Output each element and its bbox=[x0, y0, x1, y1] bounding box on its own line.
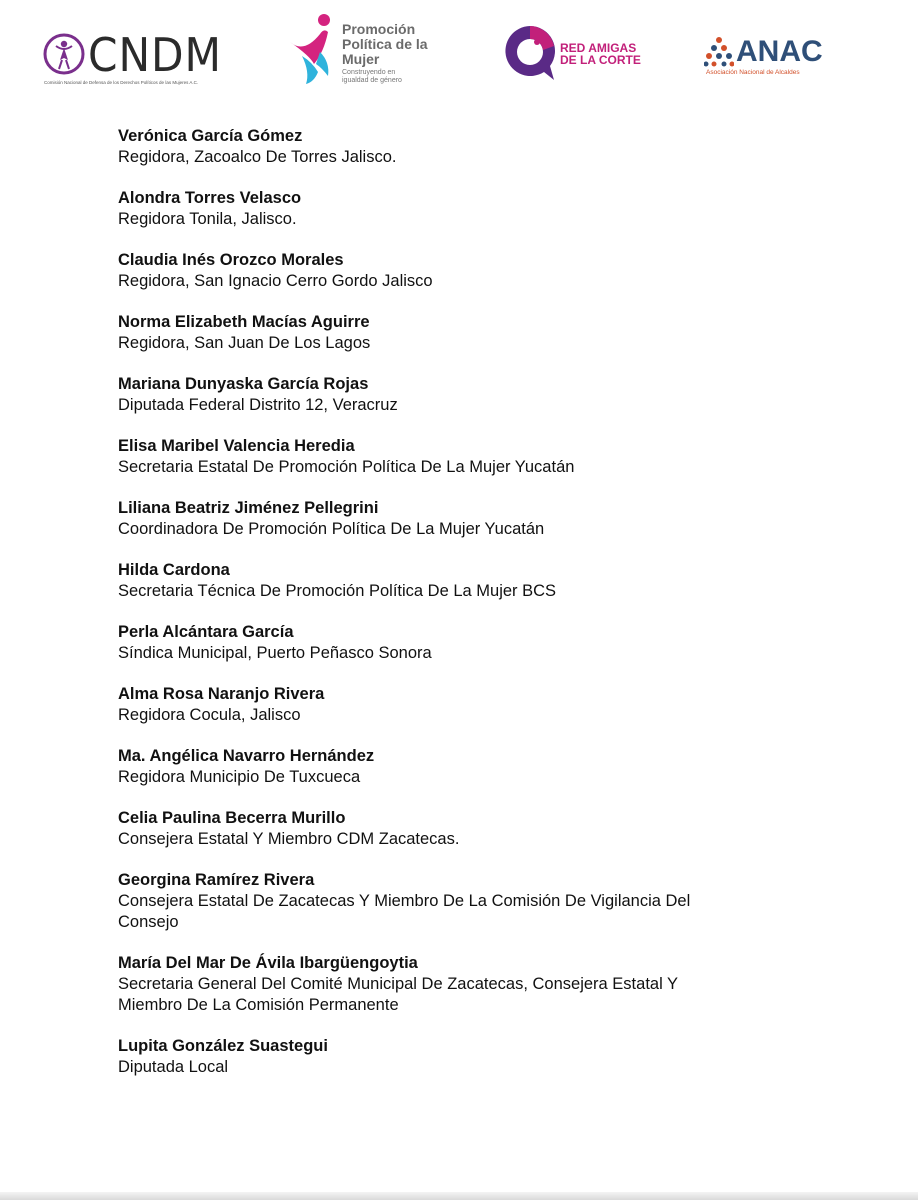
signatory-entry bbox=[118, 374, 778, 416]
signatory-role: Consejera Estatal De Zacatecas Y Miembro De La Comisión De Vigilancia Del bbox=[118, 892, 691, 910]
cndm-logo bbox=[40, 28, 220, 90]
signatory-role: Regidora Cocula, Jalisco bbox=[118, 706, 301, 724]
signatory-role: Regidora Municipio De Tuxcueca bbox=[118, 768, 361, 786]
signatory-entry bbox=[118, 622, 778, 664]
signatory-name: Alma Rosa Naranjo Rivera bbox=[118, 685, 325, 703]
signatory-entry bbox=[118, 436, 778, 478]
cndm-emblem-icon bbox=[42, 32, 86, 76]
signatory-role: Regidora, Zacoalco De Torres Jalisco. bbox=[118, 148, 397, 166]
de-la-corte-line: DE LA CORTE bbox=[560, 53, 641, 67]
signatory-role: Regidora Tonila, Jalisco. bbox=[118, 210, 297, 228]
anac-wordmark: ANAC bbox=[736, 35, 823, 68]
signatory-name: Mariana Dunyaska García Rojas bbox=[118, 375, 369, 393]
signatory-role: Secretaria Técnica De Promoción Política De La Mujer BCS bbox=[118, 582, 557, 600]
signatory-role: Diputada Federal Distrito 12, Veracruz bbox=[118, 396, 398, 414]
signatory-entry bbox=[118, 870, 778, 933]
signatory-entry bbox=[118, 1036, 778, 1078]
signatory-list bbox=[118, 126, 778, 1098]
tagline-line: Construyendo en bbox=[342, 69, 396, 76]
dots-triangle-icon bbox=[704, 36, 734, 68]
signatory-name: Perla Alcántara García bbox=[118, 623, 294, 641]
page-bottom-edge bbox=[0, 1192, 918, 1200]
signatory-role: Consejo bbox=[118, 913, 179, 931]
signatory-name: Claudia Inés Orozco Morales bbox=[118, 251, 344, 269]
signatory-name: Hilda Cardona bbox=[118, 561, 230, 579]
cndm-caption: Comisión Nacional de Defensa de los Derechos Políticos de las Mujeres A.C. bbox=[44, 80, 199, 85]
signatory-role: Diputada Local bbox=[118, 1058, 229, 1076]
promocion-line: Promoción bbox=[342, 21, 416, 37]
promocion-title bbox=[342, 22, 428, 67]
signatory-name: Ma. Angélica Navarro Hernández bbox=[118, 747, 375, 765]
signatory-entry bbox=[118, 312, 778, 354]
signatory-role: Secretaria Estatal De Promoción Política De La Mujer Yucatán bbox=[118, 458, 575, 476]
tagline-line: igualdad de género bbox=[342, 77, 402, 84]
anac-logo bbox=[704, 36, 834, 84]
signatory-role: Regidora, San Juan De Los Lagos bbox=[118, 334, 371, 352]
signatory-entry bbox=[118, 953, 778, 1016]
signatory-entry bbox=[118, 498, 778, 540]
red-amigas-line: RED AMIGAS bbox=[560, 41, 637, 55]
speech-bubble-icon bbox=[500, 22, 560, 82]
signatory-name: Verónica García Gómez bbox=[118, 127, 303, 145]
signatory-name: Georgina Ramírez Rivera bbox=[118, 871, 315, 889]
mujer-line: Mujer bbox=[342, 51, 380, 67]
promocion-tagline bbox=[342, 69, 432, 85]
signatory-name: Celia Paulina Becerra Murillo bbox=[118, 809, 346, 827]
signatory-entry bbox=[118, 560, 778, 602]
signatory-entry bbox=[118, 808, 778, 850]
signatory-name: María Del Mar De Ávila Ibargüengoytia bbox=[118, 954, 418, 972]
signatory-name: Norma Elizabeth Macías Aguirre bbox=[118, 313, 370, 331]
signatory-name: Lupita González Suastegui bbox=[118, 1037, 328, 1055]
anac-caption: Asociación Nacional de Alcaldes bbox=[706, 69, 800, 76]
signatory-entry bbox=[118, 188, 778, 230]
figure-icon bbox=[284, 12, 340, 86]
politica-line: Política de la bbox=[342, 36, 428, 52]
signatory-name: Liliana Beatriz Jiménez Pellegrini bbox=[118, 499, 379, 517]
signatory-role: Síndica Municipal, Puerto Peñasco Sonora bbox=[118, 644, 432, 662]
promocion-politica-logo bbox=[284, 12, 444, 90]
signatory-entry bbox=[118, 126, 778, 168]
signatory-role: Coordinadora De Promoción Política De La Mujer Yucatán bbox=[118, 520, 545, 538]
red-amigas-title bbox=[560, 42, 641, 66]
signatory-role: Secretaria General Del Comité Municipal De Zacatecas, Consejera Estatal Y bbox=[118, 975, 679, 993]
signatory-entry bbox=[118, 250, 778, 292]
signatory-entry bbox=[118, 684, 778, 726]
signatory-role: Consejera Estatal Y Miembro CDM Zacatecas. bbox=[118, 830, 460, 848]
cndm-wordmark: CNDM bbox=[88, 28, 222, 82]
red-amigas-logo bbox=[500, 22, 660, 84]
signatory-role: Miembro De La Comisión Permanente bbox=[118, 996, 399, 1014]
letterhead bbox=[0, 0, 918, 110]
signatory-name: Alondra Torres Velasco bbox=[118, 189, 302, 207]
signatory-role: Regidora, San Ignacio Cerro Gordo Jalisco bbox=[118, 272, 433, 290]
signatory-entry bbox=[118, 746, 778, 788]
signatory-name: Elisa Maribel Valencia Heredia bbox=[118, 437, 355, 455]
